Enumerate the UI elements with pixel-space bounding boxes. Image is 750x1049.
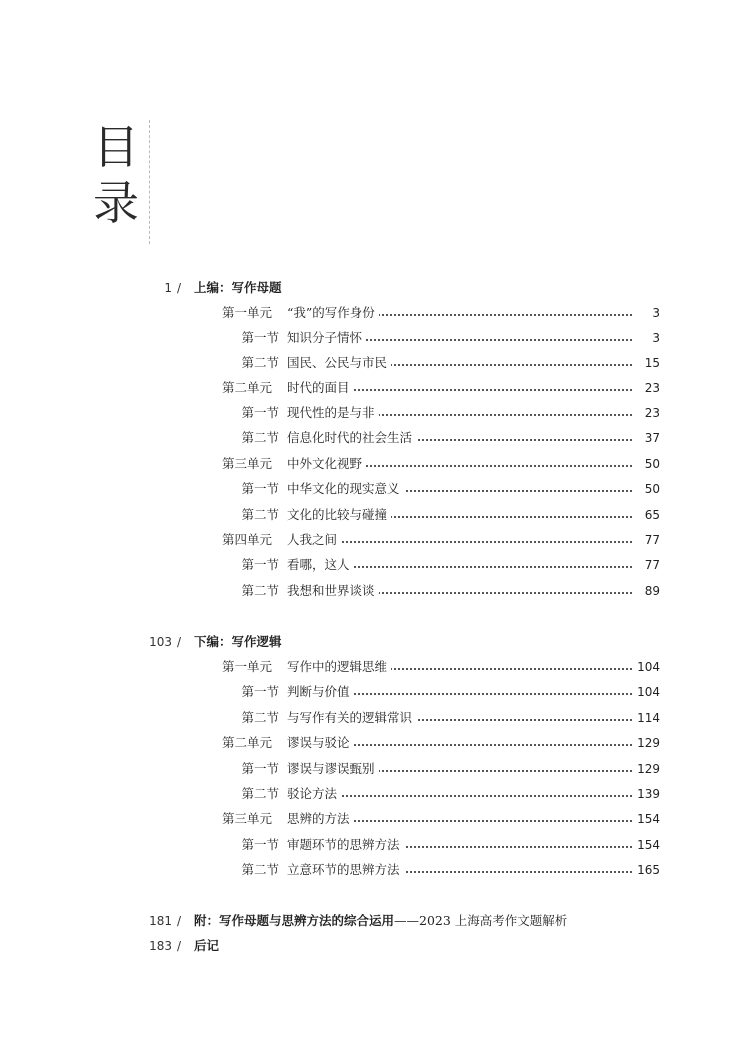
entry-title: 谬误与谬误甄别 [287,757,379,781]
entry-title: 中外文化视野 [287,452,366,476]
part-title: 下编：写作逻辑 [194,634,282,649]
entry-title: 谬误与驳论 [287,731,354,755]
entry-page: 65 [641,503,660,527]
entry-label: 第二节 [241,583,279,598]
toc-entry[interactable] [0,655,750,679]
title-dashed-divider [149,120,150,244]
afterword-page-number: 183 [149,939,172,953]
entry-page: 165 [633,858,660,882]
part-title: 上编：写作母题 [194,280,282,295]
dot-leader [290,541,632,543]
entry-page: 3 [648,326,660,350]
entry-label: 第一节 [241,837,279,852]
part-slash: / [177,635,182,649]
appendix-page-number: 181 [149,914,172,928]
entry-page: 37 [641,426,660,450]
entry-label: 第一单元 [221,305,272,320]
entry-title: 看哪，这人 [287,553,354,577]
entry-label: 第二单元 [221,735,272,750]
entry-page: 50 [641,477,660,501]
entry-title: 国民、公民与市民 [287,351,391,375]
appendix-subtitle: ——2023 上海高考作文题解析 [394,913,568,928]
entry-page: 50 [641,452,660,476]
toc-entry[interactable] [0,426,750,450]
toc-entry[interactable] [0,782,750,806]
entry-title: 我想和世界谈谈 [287,579,379,603]
entry-label: 第三单元 [221,456,272,471]
entry-label: 第三单元 [221,811,272,826]
title-char-lu: 录 [93,176,139,230]
entry-title: 驳论方法 [287,782,341,806]
entry-title: 文化的比较与碰撞 [287,503,391,527]
entry-page: 77 [641,553,660,577]
entry-page: 23 [641,376,660,400]
entry-title: 立意环节的思辨方法 [287,858,404,882]
entry-page: 89 [641,579,660,603]
toc-entry[interactable] [0,833,750,857]
entry-page: 3 [648,301,660,325]
entry-title: 审题环节的思辨方法 [287,833,404,857]
entry-page: 114 [633,706,660,730]
entry-label: 第二节 [241,355,279,370]
toc-entry[interactable] [0,807,750,831]
part-heading-1[interactable] [0,276,750,300]
toc-entry[interactable] [0,376,750,400]
entry-title: 知识分子情怀 [287,326,366,350]
part-page-number: 1 [164,281,172,295]
appendix-heading[interactable] [0,909,750,933]
entry-label: 第一节 [241,684,279,699]
entry-page: 154 [633,833,660,857]
entry-title: 时代的面目 [287,376,354,400]
toc-entry[interactable] [0,680,750,704]
toc-entry[interactable] [0,731,750,755]
entry-page: 15 [641,351,660,375]
appendix-slash: / [177,914,182,928]
entry-title: 人我之间 [287,528,341,552]
toc-entry[interactable] [0,401,750,425]
entry-label: 第一节 [241,405,279,420]
entry-title: 中华文化的现实意义 [287,477,404,501]
part-heading-2[interactable] [0,630,750,654]
entry-page: 139 [633,782,660,806]
toc-entry[interactable] [0,858,750,882]
entry-label: 第二节 [241,430,279,445]
entry-title: 写作中的逻辑思维 [287,655,391,679]
entry-title: 思辨的方法 [287,807,354,831]
toc-entry[interactable] [0,528,750,552]
appendix-title [194,909,567,933]
entry-label: 第一节 [241,761,279,776]
entry-title: 信息化时代的社会生活 [287,426,416,450]
toc-entry[interactable] [0,579,750,603]
entry-label: 第一节 [241,557,279,572]
toc-entry[interactable] [0,452,750,476]
dot-leader [290,795,632,797]
entry-title: “我”的写作身份 [287,301,379,325]
appendix-title-main: 附：写作母题与思辨方法的综合运用 [194,913,395,928]
entry-page: 154 [633,807,660,831]
entry-label: 第二节 [241,786,279,801]
afterword-slash: / [177,939,182,953]
toc-entry[interactable] [0,706,750,730]
entry-label: 第二单元 [221,380,272,395]
entry-title: 判断与价值 [287,680,354,704]
toc-entry[interactable] [0,301,750,325]
entry-page: 104 [633,680,660,704]
entry-label: 第二节 [241,862,279,877]
entry-label: 第二节 [241,507,279,522]
title-char-mu: 目 [93,120,139,174]
entry-label: 第二节 [241,710,279,725]
toc-entry[interactable] [0,503,750,527]
entry-label: 第一节 [241,481,279,496]
entry-title: 与写作有关的逻辑常识 [287,706,416,730]
part-slash: / [177,281,182,295]
entry-label: 第一单元 [221,659,272,674]
toc-entry[interactable] [0,477,750,501]
part-page-number: 103 [149,635,172,649]
entry-page: 23 [641,401,660,425]
toc-entry[interactable] [0,553,750,577]
entry-label: 第一节 [241,330,279,345]
toc-entry[interactable] [0,326,750,350]
entry-page: 77 [641,528,660,552]
toc-entry[interactable] [0,757,750,781]
entry-page: 104 [633,655,660,679]
entry-label: 第四单元 [221,532,272,547]
toc-entry[interactable] [0,351,750,375]
entry-title: 现代性的是与非 [287,401,379,425]
entry-page: 129 [633,757,660,781]
afterword-heading[interactable] [0,934,750,958]
entry-page: 129 [633,731,660,755]
afterword-title: 后记 [194,938,220,953]
